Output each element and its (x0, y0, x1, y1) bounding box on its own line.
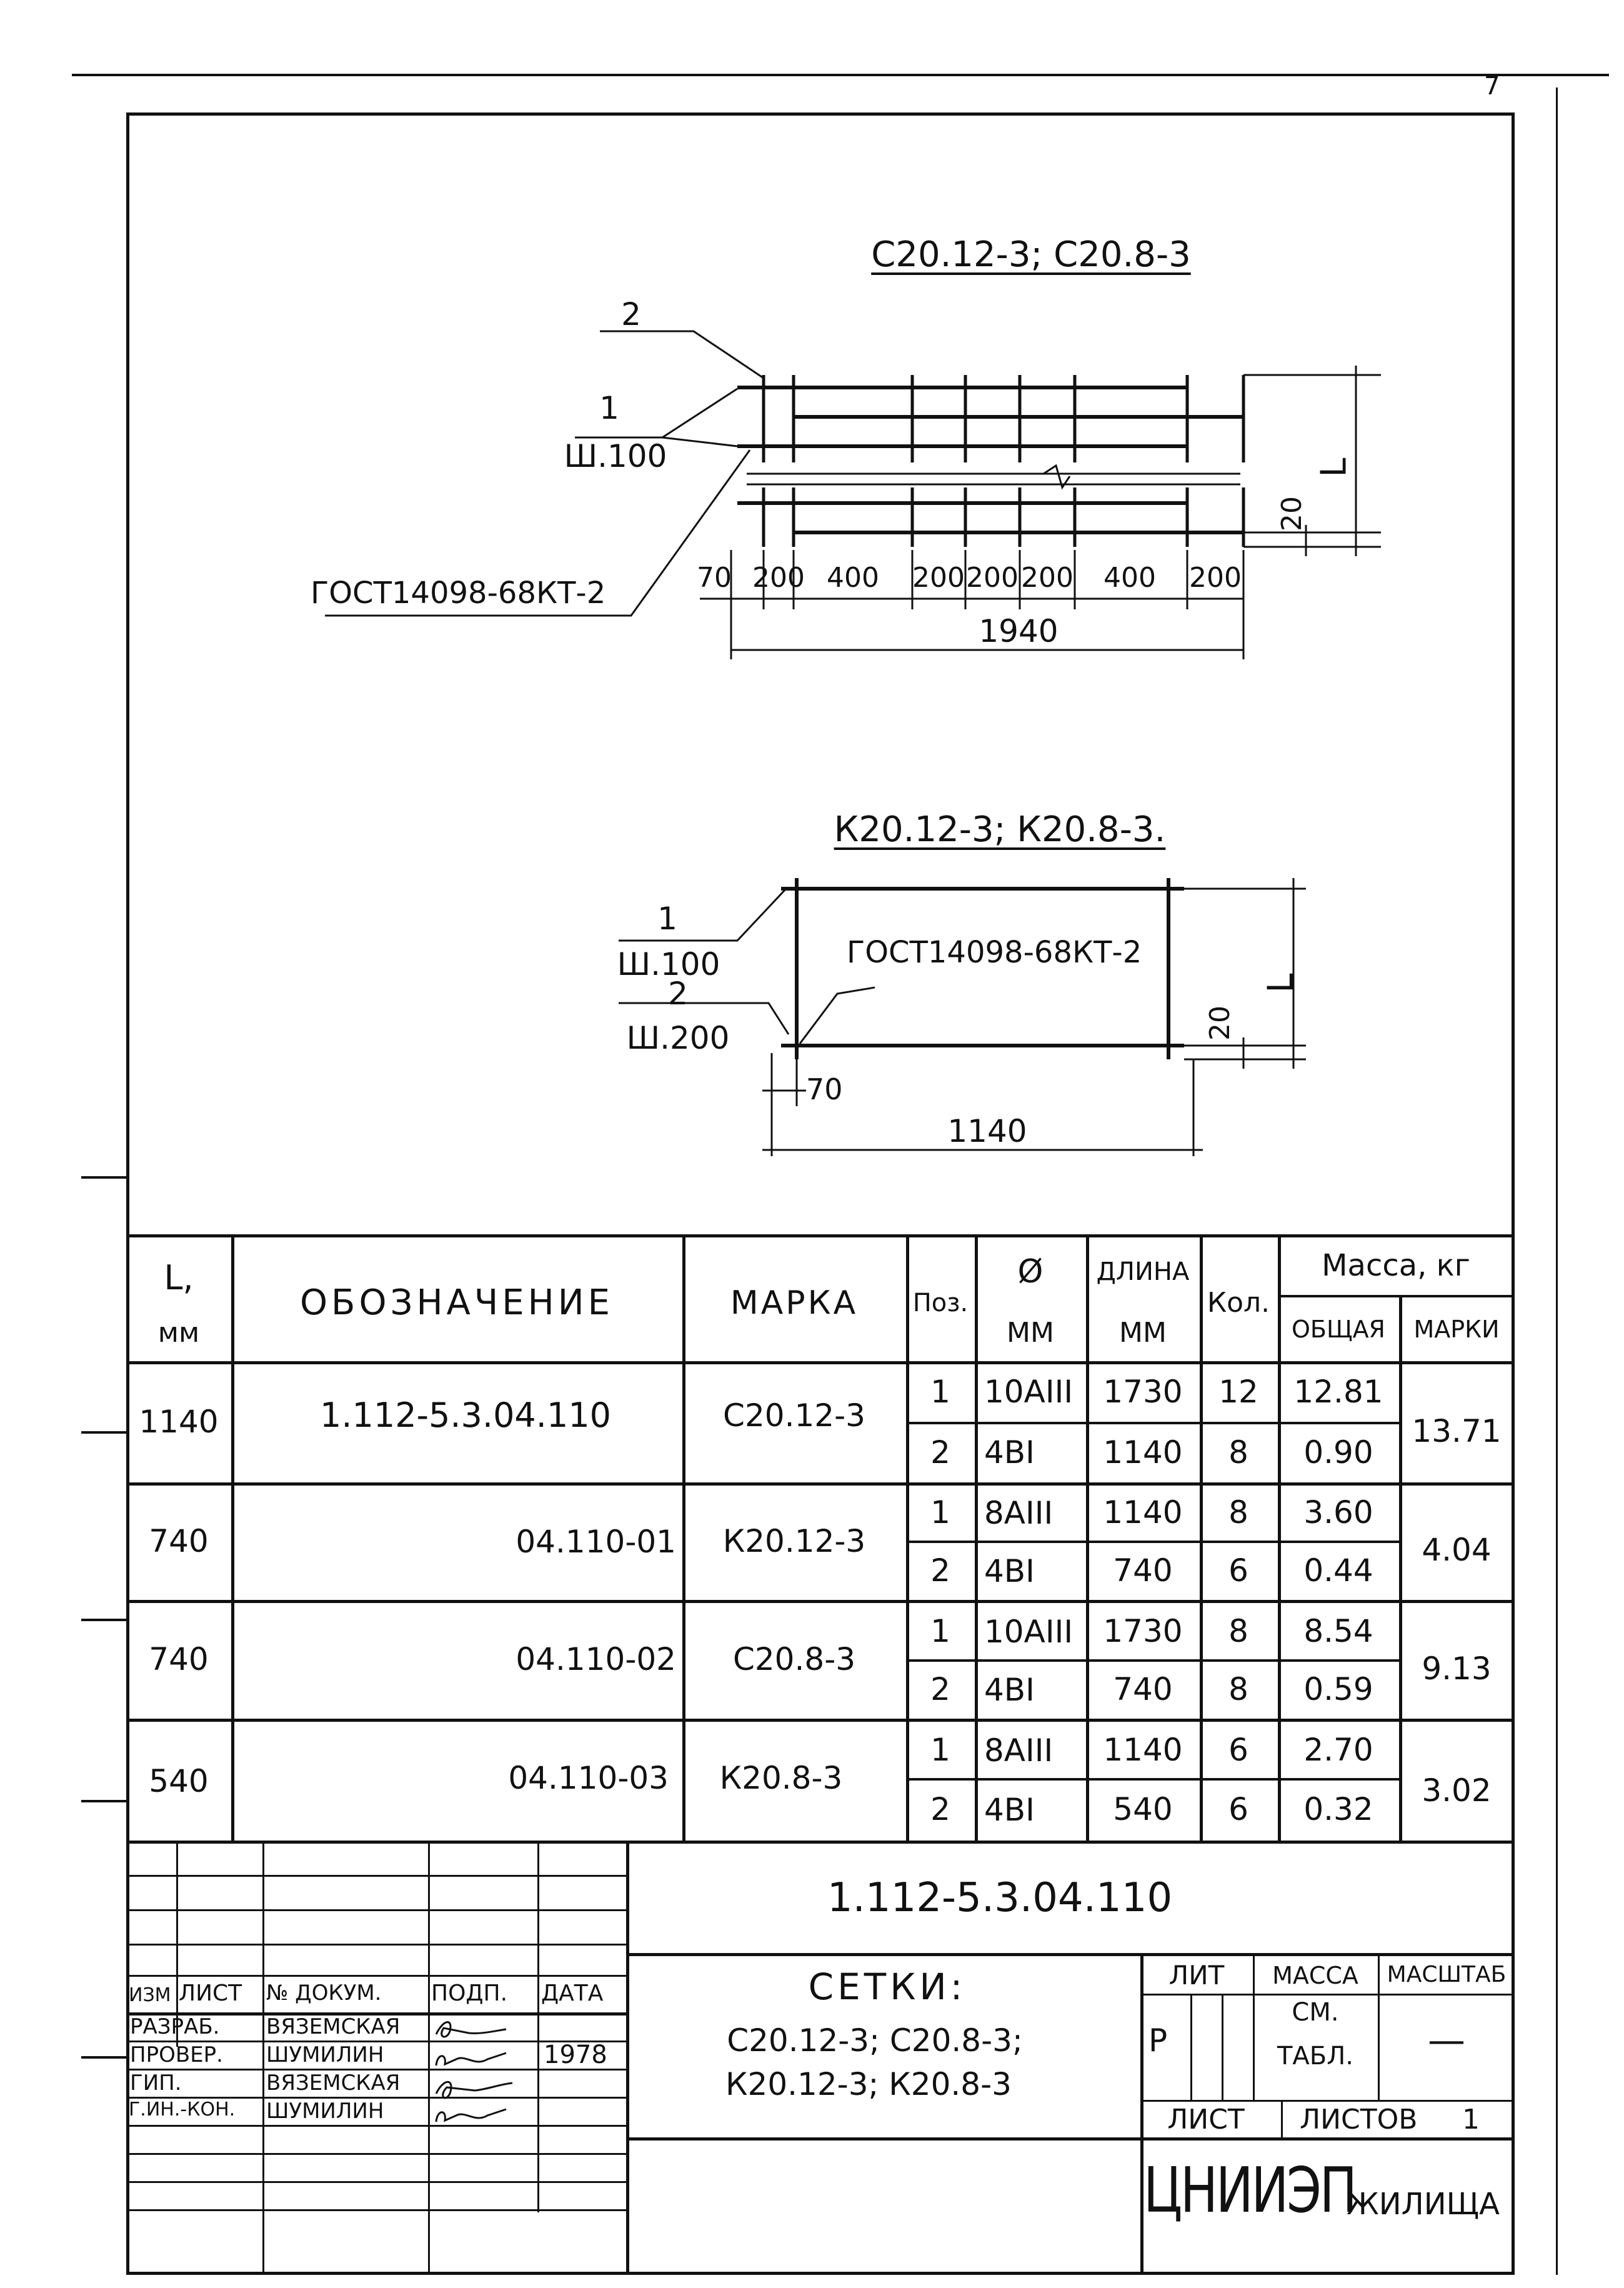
drawing1-pos1-step: Ш.100 (564, 438, 667, 474)
row-mark: С20.12-3 (723, 1397, 865, 1434)
bar-length: 1140 (1103, 1434, 1183, 1471)
bar-dia: 8АIII (984, 1732, 1054, 1769)
bar-dia: 8АIII (984, 1495, 1054, 1531)
col-header-doc: № ДОКУМ. (266, 1981, 382, 2006)
row-mark: К20.12-3 (722, 1523, 866, 1559)
row-designation: 04.110-02 (516, 1641, 676, 1677)
drawing1-weld-note: ГОСТ14098-68КТ-2 (311, 576, 606, 611)
bar-pos: 2 (930, 1552, 950, 1589)
bar-pos: 2 (930, 1671, 950, 1707)
drawing1-dim-400: 400 (1103, 562, 1156, 594)
bar-pos: 2 (930, 1791, 950, 1827)
mass-value-2: ТАБЛ. (1277, 2042, 1354, 2071)
role-developer: РАЗРАБ. (130, 2014, 220, 2039)
bar-pos: 1 (930, 1374, 950, 1410)
lit-value: Р (1148, 2022, 1168, 2059)
row-l: 540 (149, 1763, 209, 1799)
row-designation: 04.110-01 (516, 1524, 676, 1560)
row-designation: 1.112-5.3.04.110 (319, 1396, 612, 1435)
bar-length: 1140 (1103, 1732, 1183, 1768)
bar-mass: 0.59 (1303, 1671, 1373, 1707)
bar-qty: 6 (1228, 1791, 1248, 1827)
row-mass-mark: 4.04 (1422, 1532, 1492, 1568)
drawing2-pos2-step: Ш.200 (626, 1020, 730, 1056)
row-designation: 04.110-03 (508, 1760, 669, 1796)
name-developer: ВЯЗЕМСКАЯ (266, 2014, 401, 2039)
header-mass-mark: МАРКИ (1413, 1316, 1500, 1343)
date-checker: 1978 (544, 2041, 607, 2069)
row-mass-mark: 3.02 (1422, 1772, 1492, 1809)
lit-label: ЛИТ (1168, 1960, 1225, 1991)
margin-tick (81, 1800, 126, 1802)
drawing1-dim-400: 400 (827, 562, 879, 594)
bar-length: 740 (1113, 1552, 1173, 1589)
mass-value-1: СМ. (1292, 1998, 1339, 2027)
bar-qty: 6 (1228, 1732, 1248, 1768)
row-mass-mark: 13.71 (1412, 1413, 1502, 1449)
bar-dia: 4ВI (984, 1434, 1035, 1471)
drawing2-mesh (0, 844, 1624, 1194)
bar-mass: 12.81 (1293, 1374, 1383, 1410)
bar-length: 740 (1113, 1671, 1173, 1707)
bar-dia: 4ВI (984, 1792, 1035, 1828)
margin-tick (81, 1431, 126, 1434)
bar-qty: 8 (1228, 1494, 1248, 1531)
bar-pos: 1 (930, 1732, 950, 1768)
bar-mass: 0.90 (1303, 1434, 1373, 1471)
mass-label: МАССА (1272, 1962, 1358, 1989)
drawing2-edge-dim: 20 (1204, 1006, 1236, 1041)
page-corner-number: 7 (1484, 72, 1500, 101)
row-mass-mark: 9.13 (1422, 1651, 1492, 1687)
drawing1-dim-70: 70 (697, 562, 732, 594)
scale-label: МАСШТАБ (1387, 1962, 1507, 1987)
header-qty: Кол. (1207, 1287, 1270, 1319)
col-header-sign: ПОДП. (431, 1981, 508, 2006)
header-dia: Ø (1017, 1253, 1044, 1291)
name-gip: ВЯЗЕМСКАЯ (266, 2071, 401, 2096)
header-length: ДЛИНА (1096, 1257, 1190, 1286)
header-mass: Масса, кг (1322, 1248, 1470, 1283)
bar-mass: 8.54 (1303, 1613, 1373, 1649)
drawing1-edge-dim: 20 (1276, 496, 1308, 531)
bar-dia: 10АIII (984, 1374, 1074, 1410)
signature-marks (431, 2016, 537, 2128)
margin-tick (81, 1619, 126, 1621)
bar-dia: 4ВI (984, 1553, 1035, 1589)
drawing1-dim-200: 200 (1189, 562, 1242, 594)
drawing2-total-dim: 1140 (947, 1113, 1027, 1149)
name-checker: ШУМИЛИН (266, 2042, 384, 2067)
bar-mass: 0.44 (1303, 1552, 1373, 1589)
role-chief: Г.ИН.-КОН. (129, 2099, 236, 2121)
doc-code: 1.112-5.3.04.110 (827, 1875, 1173, 1921)
bar-length: 540 (1113, 1791, 1173, 1827)
bar-qty: 8 (1228, 1671, 1248, 1707)
bar-qty: 12 (1218, 1374, 1258, 1410)
drawing2-offset-dim: 70 (806, 1072, 843, 1106)
header-length-unit: ММ (1119, 1317, 1167, 1349)
drawing1-height-dim: L (1313, 457, 1355, 477)
org-name: ЦНИИЭП (1143, 2154, 1355, 2227)
drawing1-title: С20.12-3; С20.8-3 (871, 234, 1191, 275)
drawing2-pos2-label: 2 (668, 976, 688, 1012)
drawing1-dim-200: 200 (752, 562, 805, 594)
col-header-list: ЛИСТ (179, 1981, 242, 2006)
drawing2-title: К20.12-3; К20.8-3. (834, 809, 1166, 850)
col-header-date: ДАТА (541, 1981, 604, 2006)
drawing1-dim-200: 200 (1021, 562, 1074, 594)
drawing1-mesh (0, 0, 1624, 719)
row-l: 740 (149, 1641, 209, 1677)
sheet-label: ЛИСТ (1167, 2104, 1245, 2136)
col-header-izm: ИЗМ (129, 1984, 171, 2006)
row-l: 740 (149, 1523, 209, 1559)
bar-qty: 8 (1228, 1613, 1248, 1649)
header-mass-total: ОБЩАЯ (1292, 1316, 1385, 1343)
bar-length: 1730 (1103, 1374, 1183, 1410)
header-l: L, (164, 1258, 194, 1297)
sheet-subtitle-2: К20.12-3; К20.8-3 (725, 2066, 1012, 2102)
row-l: 1140 (139, 1404, 219, 1440)
scale-value: — (1428, 2019, 1465, 2062)
bar-dia: 4ВI (984, 1672, 1035, 1708)
drawing1-pos1-label: 1 (599, 390, 619, 426)
bar-pos: 2 (930, 1434, 950, 1471)
sheet-subtitle-1: С20.12-3; С20.8-3; (727, 2022, 1023, 2059)
sheet-title: СЕТКИ: (808, 1966, 967, 2008)
bar-length: 1730 (1103, 1613, 1183, 1649)
drawing2-weld-note: ГОСТ14098-68КТ-2 (847, 935, 1142, 970)
bar-mass: 2.70 (1303, 1732, 1373, 1768)
header-l-unit: мм (157, 1317, 200, 1349)
sheets-value: 1 (1462, 2104, 1480, 2136)
drawing2-height-dim: L (1260, 973, 1302, 993)
bar-qty: 8 (1228, 1434, 1248, 1471)
bar-dia: 10АIII (984, 1614, 1074, 1650)
row-mark: К20.8-3 (719, 1760, 843, 1796)
row-mark: С20.8-3 (732, 1641, 856, 1677)
drawing2-pos1-step: Ш.100 (617, 946, 720, 982)
name-chief: ШУМИЛИН (266, 2099, 384, 2124)
sheets-label: ЛИСТОВ (1300, 2104, 1418, 2136)
bar-length: 1140 (1103, 1494, 1183, 1531)
header-designation: ОБОЗНАЧЕНИЕ (299, 1282, 614, 1323)
header-dia-unit: ММ (1007, 1317, 1054, 1349)
margin-tick (81, 2056, 126, 2059)
drawing1-dim-200: 200 (966, 562, 1019, 594)
bar-mass: 3.60 (1303, 1494, 1373, 1531)
bar-mass: 0.32 (1303, 1791, 1373, 1827)
role-checker: ПРОВЕР. (130, 2042, 223, 2067)
drawing1-total-dim: 1940 (979, 613, 1059, 649)
role-gip: ГИП. (130, 2071, 182, 2096)
bar-qty: 6 (1228, 1552, 1248, 1589)
drawing1-dim-200: 200 (912, 562, 965, 594)
drawing2-pos1-label: 1 (657, 901, 677, 937)
org-suffix: ЖИЛИЩА (1347, 2187, 1500, 2222)
bar-pos: 1 (930, 1613, 950, 1649)
header-pos: Поз. (912, 1289, 969, 1317)
bar-pos: 1 (930, 1494, 950, 1531)
drawing1-pos2-label: 2 (621, 296, 641, 332)
header-mark: МАРКА (730, 1284, 859, 1322)
